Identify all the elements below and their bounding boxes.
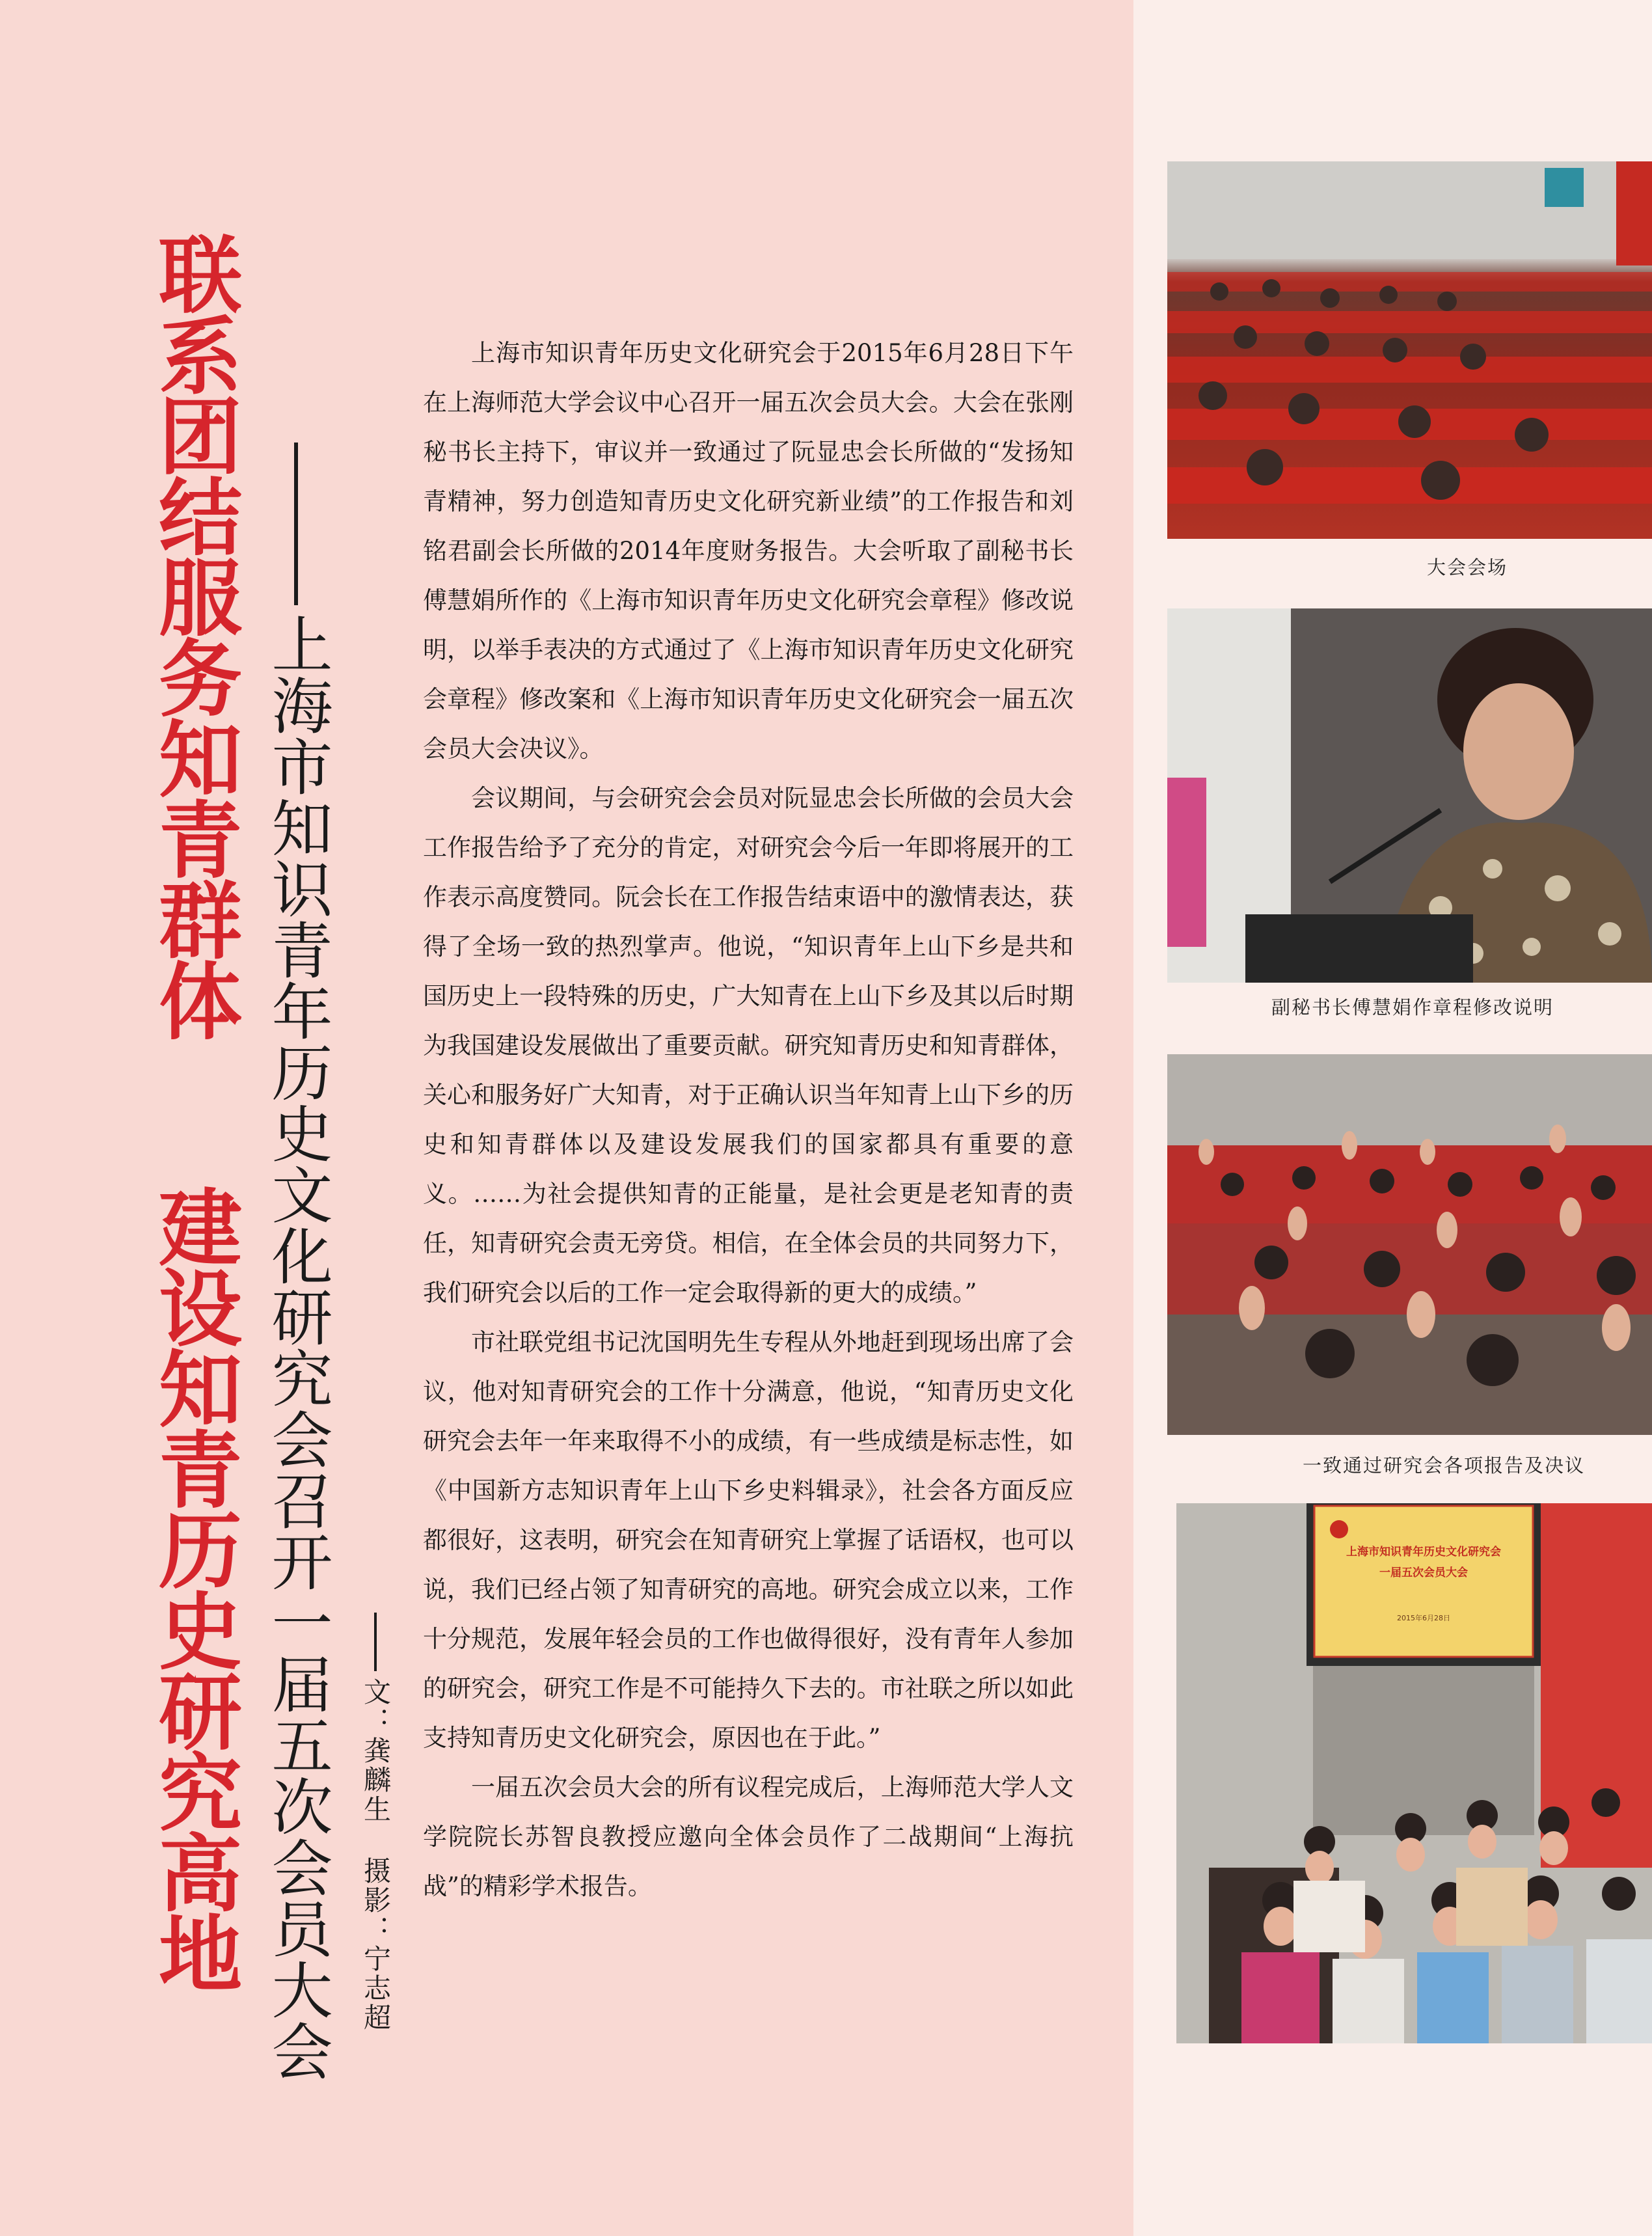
article-paragraph: 会议期间，与会研究会会员对阮显忠会长所做的会员大会工作报告给予了充分的肯定，对研究会今后一年即将展开的工作表示高度赞同。阮会长在工作报告结束语中的激情表达，获得了全场一致的热烈掌声。他说，“知识青年上山下乡是共和国历史上一段特殊的历史，广大知青在上山下乡及其以后时期为我国建设发展做出了重要贡献。研究知青历史和知青群体，关心和服务好广大知青，对于正确认识当年知青上山下乡的历史和知青群体以及建设发展我们的国家都具有重要的意义。……为社会提供知青的正能量，是社会更是老知青的责任，知青研究会责无旁贷。相信，在全体会员的共同努力下，我们研究会以后的工作一定会取得新的更大的成绩。” — [423, 784, 1074, 1307]
article-paragraph: 市社联党组书记沈国明先生专程从外地赶到现场出席了会议，他对知青研究会的工作十分满意，他说，“知青历史文化研究会去年一年来取得不小的成绩，有一些成绩是标志性，如《中国新方志知识青年上山下乡史料辑录》，社会各方面反应都很好，这表明，研究会在知青研究上掌握了话语权，也可以说，我们已经占领了知青研究的高地。研究会成立以来，工作十分规范，发展年轻会员的工作也做得很好，没有青年人参加的研究会，研究工作是不可能持久下去的。市社联之所以如此支持知青历史文化研究会，原因也在于此。” — [423, 1328, 1074, 1752]
subtitle-text: 上海市知识青年历史文化研究会召开一届五次会员大会 — [261, 613, 332, 2081]
banner-date: 2015年6月28日 — [1397, 1614, 1450, 1622]
main-title-line-2: 建设知青历史研究高地 — [144, 1184, 241, 1991]
banner-line-2: 一届五次会员大会 — [1379, 1566, 1468, 1579]
article-body — [423, 329, 1074, 1911]
photo-caption: 大会会场 — [1427, 556, 1508, 579]
article-paragraph: 上海市知识青年历史文化研究会于2015年6月28日下午在上海师范大学会议中心召开一届五次会员大会。大会在张刚秘书长主持下，审议并一致通过了阮显忠会长所做的“发扬知青精神，努力创造知青历史文化研究新业绩”的工作报告和刘铭君副会长所做的2014年度财务报告。大会听取了副秘书长傅慧娟所作的《上海市知识青年历史文化研究会章程》修改说明，以举手表决的方式通过了《上海市知识青年历史文化研究会章程》修改案和《上海市知识青年历史文化研究会一届五次会员大会决议》。 — [423, 339, 1074, 763]
photo-voting-image — [1167, 1054, 1652, 1435]
byline-dash — [374, 1613, 377, 1671]
banner-line-1: 上海市知识青年历史文化研究会 — [1346, 1546, 1501, 1559]
photo-group — [1176, 1503, 1652, 2043]
photo-speaker — [1167, 608, 1652, 983]
photo-speaker-image — [1167, 608, 1652, 983]
photo-voting — [1167, 1054, 1652, 1435]
subtitle-dash — [294, 443, 298, 605]
byline — [360, 1613, 392, 2032]
byline-photographer: 摄影：宁志超 — [360, 1857, 392, 2032]
photo-group-image — [1176, 1503, 1652, 2043]
photo-meeting-hall — [1167, 161, 1652, 539]
main-title-line-1: 联系团结服务知青群体 — [144, 232, 241, 1039]
photo-meeting-hall-image — [1167, 161, 1652, 539]
byline-author: 文：龚麟生 — [360, 1678, 392, 1824]
subtitle — [261, 443, 332, 2081]
photo-caption: 副秘书长傅慧娟作章程修改说明 — [1271, 996, 1554, 1018]
article-paragraph: 一届五次会员大会的所有议程完成后，上海师范大学人文学院院长苏智良教授应邀向全体会员作了二战期间“上海抗战”的精彩学术报告。 — [423, 1773, 1074, 1900]
photo-caption: 一致通过研究会各项报告及决议 — [1303, 1454, 1586, 1477]
